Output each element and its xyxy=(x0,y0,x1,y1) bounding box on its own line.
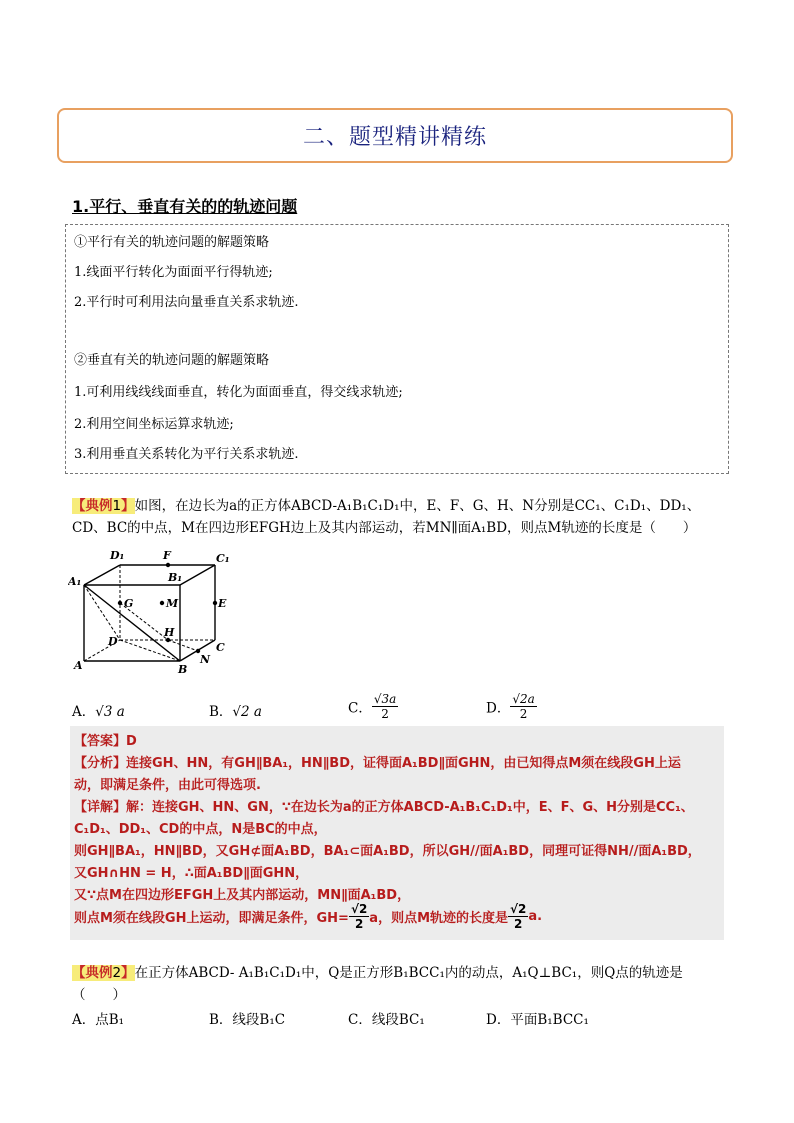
answer-box xyxy=(70,726,724,940)
example1-option-c[interactable]: C． $\frac{√3a}{2}$ xyxy=(348,692,397,721)
section-heading: 1.平行、垂直有关的的轨迹问题 xyxy=(72,197,298,216)
perp-strategy-3: 3.利用垂直关系转化为平行关系求轨迹. xyxy=(74,447,299,462)
example2-option-c[interactable]: C．线段BC₁ xyxy=(348,1012,425,1028)
example2-option-a[interactable]: A．点B₁ xyxy=(72,1012,125,1028)
example2-option-d[interactable]: D．平面B₁BCC₁ xyxy=(486,1012,589,1028)
label-H: H xyxy=(164,626,175,639)
parallel-strategy-2: 2.平行时可利用法向量垂直关系求轨迹. xyxy=(74,295,299,310)
label-A: A xyxy=(74,659,83,672)
example1-question xyxy=(72,495,732,539)
example1-option-d[interactable]: D． $\frac{√2a}{2}$ xyxy=(486,692,535,721)
example2-line2: （ ） xyxy=(72,987,126,1003)
title-box xyxy=(57,108,733,163)
perp-strategy-title: ②垂直有关的轨迹问题的解题策略 xyxy=(74,353,270,368)
cube-figure xyxy=(68,545,238,679)
example1-line1: 【典例1】如图，在边长为a的正方体ABCD-A₁B₁C₁D₁中，E、F、G、H、N分别是CC₁、C₁D₁、DD₁、 xyxy=(72,498,701,514)
perp-strategy-1: 1.可利用线线线面垂直，转化为面面垂直，得交线求轨迹; xyxy=(74,385,403,400)
label-B: B xyxy=(178,663,188,675)
example1-option-b[interactable]: B．√2 a xyxy=(209,704,262,720)
label-D1: D₁ xyxy=(110,549,125,562)
label-M: M xyxy=(166,597,179,610)
label-A1: A₁ xyxy=(68,575,82,588)
answer-line: 【答案】D xyxy=(74,734,137,749)
detail-line-5: 又∵点M在四边形EFGH上及其内部运动，MN∥面A₁BD， xyxy=(74,888,411,903)
detail-line-3: 则GH∥BA₁，HN∥BD，又GH⊄面A₁BD，BA₁⊂面A₁BD，所以GH//面A₁BD，同理可证得NH//面A₁BD， xyxy=(74,844,701,859)
example2-question xyxy=(72,962,732,1006)
parallel-strategy-title: ①平行有关的轨迹问题的解题策略 xyxy=(74,235,270,250)
label-B1: B₁ xyxy=(168,571,183,584)
detail-line-4: 又GH∩HN = H，∴面A₁BD∥面GHN， xyxy=(74,866,309,881)
label-D: D xyxy=(108,635,118,648)
example1-option-a[interactable]: A．√3 a xyxy=(72,704,125,720)
strategy-box xyxy=(65,224,729,474)
label-C: C xyxy=(216,641,225,654)
analysis-line-2: 动，即满足条件，由此可得选项. xyxy=(74,778,261,793)
example2-tag: 【典例2】 xyxy=(72,965,135,981)
example1-tag: 【典例1】 xyxy=(72,498,135,514)
label-F: F xyxy=(163,549,171,562)
detail-line-6: 则点M须在线段GH上运动，即满足条件，GH= $\frac{√2}{2}$ a，则点M轨迹的长度是 $\frac{√2}{2}$ a. xyxy=(74,902,543,931)
example1-line2: CD、BC的中点，M在四边形EFGH边上及其内部运动，若MN∥面A₁BD，则点M轨迹的长度是（ ） xyxy=(72,520,697,536)
parallel-strategy-1: 1.线面平行转化为面面平行得轨迹; xyxy=(74,265,273,280)
example2-option-b[interactable]: B．线段B₁C xyxy=(209,1012,286,1028)
example2-line1: 【典例2】在正方体ABCD- A₁B₁C₁D₁中，Q是正方形B₁BCC₁内的动点，A₁Q⊥BC₁，则Q点的轨迹是 xyxy=(72,965,683,981)
label-E: E xyxy=(218,597,227,610)
perp-strategy-2: 2.利用空间坐标运算求轨迹; xyxy=(74,417,234,432)
page-title: 二、题型精讲精练 xyxy=(302,125,487,150)
detail-line-1: 【详解】解：连接GH、HN、GN，∵在边长为a的正方体ABCD-A₁B₁C₁D₁中，E、F、G、H分别是CC₁、 xyxy=(74,800,694,815)
detail-line-2: C₁D₁、DD₁、CD的中点，N是BC的中点， xyxy=(74,822,327,837)
label-N: N xyxy=(200,653,211,666)
label-C1: C₁ xyxy=(216,552,230,565)
analysis-line: 【分析】连接GH、HN，有GH∥BA₁，HN∥BD，证得面A₁BD∥面GHN，由已知得点M须在线段GH上运 xyxy=(74,756,681,771)
label-G: G xyxy=(124,597,134,610)
